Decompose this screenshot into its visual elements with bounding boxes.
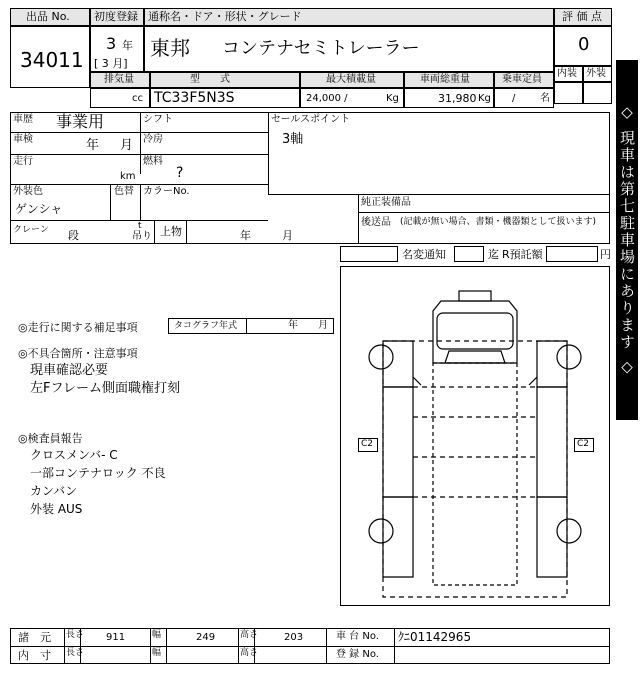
damage-mark-right-text: C2 xyxy=(577,439,590,449)
crane-ton-unit: t xyxy=(138,221,142,231)
name-change-label: 名変通知 xyxy=(402,248,446,261)
inner-width-label: 幅 xyxy=(152,648,162,658)
color-value: ゲンシャ xyxy=(15,202,63,216)
name-label: 通称名・ドア・形状・グレード xyxy=(148,10,302,23)
height-value: 203 xyxy=(284,632,304,643)
inspector-title: ◎検査員報告 xyxy=(18,432,83,445)
inspector-line-2: 一部コンテナロック 不良 xyxy=(30,466,166,480)
color-code-label: カラーNo. xyxy=(143,186,190,197)
length-label: 長さ xyxy=(66,630,85,640)
defect-line-2: 左Fフレーム側面職権打刻 xyxy=(30,381,180,396)
width-label: 幅 xyxy=(152,630,162,640)
postage-label: 後送品 xyxy=(361,217,391,228)
ageru-label: 上物 xyxy=(160,225,182,238)
driving-remarks-title: ◎走行に関する補足事項 xyxy=(18,321,138,334)
fuel-value: ? xyxy=(176,165,184,181)
inspector-line-3: カンバン xyxy=(30,484,78,498)
interior-label: 内装 xyxy=(557,68,577,79)
defects-title: ◎不具合箇所・注意事項 xyxy=(18,347,138,360)
inspection-month: 月 xyxy=(120,138,134,153)
displacement-label: 排気量 xyxy=(104,74,134,85)
model-name: コンテナセミトレーラー xyxy=(222,38,420,59)
capacity-value: / xyxy=(512,93,516,104)
name-change-date-box xyxy=(454,246,484,262)
deadline-separator: 迄 xyxy=(488,248,499,261)
fuel-label: 燃料 xyxy=(143,156,163,167)
score-value: 0 xyxy=(578,34,590,55)
genuine-equipment-label: 純正装備品 xyxy=(361,197,411,208)
chassis-number: ｸﾆ01142965 xyxy=(398,630,472,644)
postage-note: (記載が無い場合、書類・機器類として扱います) xyxy=(400,217,597,227)
max-load-value: 24,000 / xyxy=(306,93,348,104)
crane-stage: 段 xyxy=(68,229,79,242)
max-load-label: 最大積載量 xyxy=(326,74,376,85)
first-reg-label: 初度登録 xyxy=(94,10,138,23)
inner-dims-label: 内 寸 xyxy=(18,649,51,662)
sales-point-value: 3軸 xyxy=(282,132,304,147)
crane-label: クレーン xyxy=(13,225,49,235)
ageru-month: 月 xyxy=(282,229,293,242)
gross-weight-label: 車両総重量 xyxy=(420,74,470,85)
history-label: 車歴 xyxy=(13,114,33,125)
name-change-input-box xyxy=(340,246,398,262)
inner-length-label: 長さ xyxy=(66,648,85,658)
first-reg-year: 3 xyxy=(106,34,117,53)
capacity-label: 乗車定員 xyxy=(502,74,542,85)
inspector-line-4: 外装 AUS xyxy=(30,502,83,516)
lot-label: 出品 No. xyxy=(26,10,70,23)
inspection-label: 車検 xyxy=(13,134,33,145)
shift-label: シフト xyxy=(143,114,173,125)
tacho-year: 年 xyxy=(288,320,298,331)
model-code-label: 型 式 xyxy=(190,74,230,85)
year-unit: 年 xyxy=(122,39,133,52)
lot-number: 34011 xyxy=(20,48,84,72)
trailer-outline xyxy=(341,267,609,605)
interior-score-cell xyxy=(554,82,583,104)
r-deposit-label: R預託額 xyxy=(502,248,543,261)
damage-mark-left-text: C2 xyxy=(361,439,374,449)
mileage-unit: km xyxy=(120,171,136,182)
length-value: 911 xyxy=(106,632,126,643)
gross-weight-unit: Kg xyxy=(478,93,491,104)
ac-label: 冷房 xyxy=(143,134,163,145)
dims-label: 諸 元 xyxy=(18,631,51,644)
maker-name: 東邦 xyxy=(150,36,190,60)
color-label: 外装色 xyxy=(13,186,43,197)
crane-hang: 吊り xyxy=(132,231,152,242)
side-parking-note: ◇ 現車は第七駐車場にあります ◇ xyxy=(616,60,638,420)
exterior-label: 外装 xyxy=(586,68,606,79)
defect-line-1: 現車確認必要 xyxy=(30,363,109,378)
trailer-diagram xyxy=(340,266,610,606)
capacity-unit: 名 xyxy=(540,93,550,104)
registration-label: 登 録 No. xyxy=(336,649,379,660)
width-value: 249 xyxy=(196,632,216,643)
inner-height-label: 高さ xyxy=(240,648,259,658)
displacement-unit: cc xyxy=(132,93,143,104)
yen-label: 円 xyxy=(600,248,611,261)
mileage-label: 走行 xyxy=(13,156,33,167)
height-label: 高さ xyxy=(240,630,259,640)
score-label: 評 価 点 xyxy=(562,10,602,23)
tacho-label: タコグラフ年式 xyxy=(174,321,238,331)
tacho-month: 月 xyxy=(318,320,328,331)
max-load-unit: Kg xyxy=(386,93,399,104)
ageru-year: 年 xyxy=(240,229,251,242)
first-reg-month: [ 3 月] xyxy=(94,57,128,70)
inspector-line-1: クロスメンバ- C xyxy=(30,448,118,462)
model-code: TC33F5N3S xyxy=(154,90,235,106)
color-change-label: 色替 xyxy=(114,186,134,197)
chassis-label: 車 台 No. xyxy=(336,631,379,642)
sales-point-label: セールスポイント xyxy=(271,114,351,125)
history-value: 事業用 xyxy=(56,112,105,131)
inspection-year: 年 xyxy=(86,138,100,153)
exterior-score-cell xyxy=(583,82,612,104)
r-deposit-box xyxy=(546,246,598,262)
gross-weight-value: 31,980 xyxy=(438,92,477,105)
